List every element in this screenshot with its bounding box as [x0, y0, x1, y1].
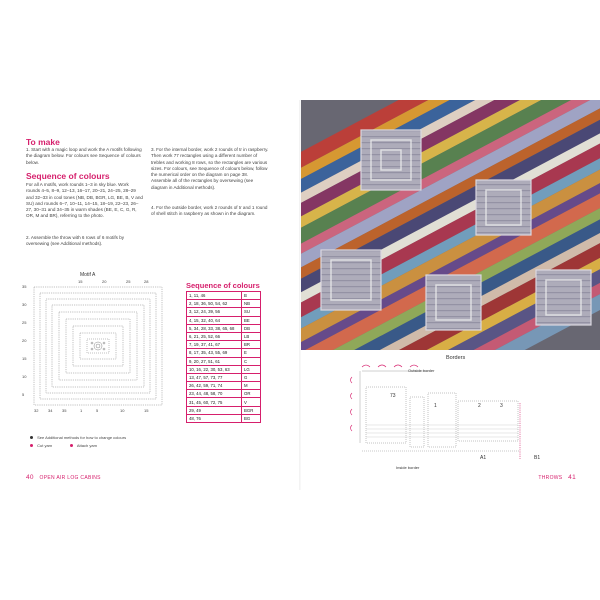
legend-attach-text: Attach yarn — [76, 443, 98, 448]
bottom-number: 10 — [120, 408, 125, 413]
legend-attach — [70, 443, 97, 448]
attach-yarn-icon — [70, 444, 73, 447]
bottom-number: 32 — [34, 408, 39, 413]
sequence-paragraph: For all A motifs, work rounds 1–3 in sky blue. Work rounds 4–5, 8–9, 12–13, 16–17, 20–21, 24–25, 28–29 and 32–33 in cool tones (NB, DB, BGR, LG, BE, B, V and SU) and rounds 6–7, 10–11, 14–15, 18–19, 22–23, 26–27, 30–31 and 34–35 in warm shades (BE, E, C, G, R, OR, M and BR), referring to the photo. — [26, 182, 143, 219]
footer-right — [538, 474, 576, 481]
left-number: 20 — [22, 338, 27, 343]
sequence-table-row — [187, 365, 261, 373]
motif-stitch-chart — [32, 285, 164, 409]
colour-code-cell: V — [242, 398, 261, 406]
rounds-cell: 2, 18, 36, 50, 54, 62 — [187, 300, 242, 308]
rounds-cell: 7, 19, 37, 41, 67 — [187, 341, 242, 349]
sequence-table-row — [187, 308, 261, 316]
sequence-table-row — [187, 324, 261, 332]
colour-code-cell: M — [242, 382, 261, 390]
colour-code-cell: C — [242, 357, 261, 365]
colour-code-cell: DB — [242, 324, 261, 332]
colour-code-cell: BG — [242, 414, 261, 422]
rounds-cell: 48, 76 — [187, 414, 242, 422]
legend-note-text: See Additional methods for how to change colours — [37, 435, 127, 440]
top-number: 15 — [78, 279, 83, 284]
throw-photo — [301, 100, 600, 350]
rounds-cell: 1, 11, 46 — [187, 292, 242, 300]
sequence-table-row — [187, 398, 261, 406]
colour-code-cell: BGR — [242, 406, 261, 414]
borders-chart — [350, 363, 550, 463]
colour-code-cell: OR — [242, 390, 261, 398]
borders-diagram — [350, 355, 560, 475]
sequence-table-row — [187, 332, 261, 340]
rounds-cell: 8, 17, 35, 43, 55, 69 — [187, 349, 242, 357]
sequence-table-title: Sequence of colours — [186, 281, 260, 290]
left-number: 15 — [22, 356, 27, 361]
rounds-cell: 10, 16, 22, 30, 53, 63 — [187, 365, 242, 373]
colour-code-cell: G — [242, 373, 261, 381]
sequence-table-row — [187, 341, 261, 349]
left-number: 30 — [22, 302, 27, 307]
sequence-table-row — [187, 382, 261, 390]
cut-yarn-icon — [30, 444, 33, 447]
footer-page-number: 40 — [26, 474, 34, 481]
left-number: 5 — [22, 392, 25, 397]
sequence-table-row — [187, 406, 261, 414]
rounds-cell: 23, 44, 48, 58, 70 — [187, 390, 242, 398]
bottom-number: 1 — [80, 408, 83, 413]
colour-code-cell: SU — [242, 308, 261, 316]
colour-code-cell: LB — [242, 332, 261, 340]
sequence-table-row — [187, 414, 261, 422]
log-cabin-throw-image — [301, 100, 600, 350]
legend-note — [30, 435, 126, 440]
bottom-number: 5 — [96, 408, 99, 413]
colour-code-cell: BR — [242, 341, 261, 349]
colour-code-cell: LG — [242, 365, 261, 373]
step-1: 1. Start with a magic loop and work the A motifs following the diagram below. For colours see Sequence of colours below. — [26, 147, 142, 165]
step-4: 4. For the outside border, work 2 rounds of tr and 1 round of shell stitch in raspberry as shown in the diagram. — [151, 205, 268, 217]
bottom-number: 35 — [62, 408, 67, 413]
rounds-cell: 6, 21, 25, 52, 66 — [187, 332, 242, 340]
step-3: 3. For the internal border, work 2 rounds of tr in raspberry. Then work 77 rectangles using a different number of trebles and working 8 rows, so the rectangles are various sizes. For colours, see Sequence of colours below, follow the numerical order on the diagram on page 38. Assemble all of the rectangles by oversewing (see diagram in Additional methods). — [151, 147, 269, 190]
rounds-cell: 5, 34, 28, 33, 38, 65, 68 — [187, 324, 242, 332]
sequence-table-row — [187, 292, 261, 300]
heading-sequence-of-colours: Sequence of colours — [26, 171, 110, 181]
sequence-table-row — [187, 349, 261, 357]
rounds-cell: 3, 12, 24, 39, 56 — [187, 308, 242, 316]
bottom-number: 15 — [144, 408, 149, 413]
rectangle-73-label: 73 — [390, 393, 396, 399]
left-number: 10 — [22, 374, 27, 379]
rounds-cell: 26, 42, 59, 71, 74 — [187, 382, 242, 390]
inside-border-label: Inside border — [396, 465, 420, 470]
colour-code-cell: E — [242, 349, 261, 357]
colour-code-cell: BE — [242, 316, 261, 324]
motif-b1-label: B1 — [534, 455, 541, 461]
rounds-cell: 13, 47, 57, 73, 77 — [187, 373, 242, 381]
diamond-icon — [30, 436, 33, 439]
sequence-table-row — [187, 316, 261, 324]
motif-a1-label: A1 — [480, 455, 487, 461]
rounds-cell: 29, 49 — [187, 406, 242, 414]
top-number: 25 — [126, 279, 131, 284]
footer-section-title: OPEN AIR LOG CABINS — [39, 475, 101, 481]
outside-border-label: Outside border — [408, 368, 435, 373]
heading-to-make: To make — [26, 137, 60, 147]
top-number: 28 — [144, 279, 149, 284]
footer-section-title-right: THROWS — [538, 475, 563, 481]
rounds-cell: 9, 20, 27, 51, 61 — [187, 357, 242, 365]
sequence-table — [186, 291, 261, 423]
step-2: 2. Assemble the throw with 6 rows of 6 motifs by oversewing (see Additional methods). — [26, 235, 125, 247]
borders-title: Borders — [446, 355, 466, 361]
left-number: 35 — [22, 284, 27, 289]
rectangle-3-label: 3 — [500, 403, 503, 409]
sequence-table-row — [187, 373, 261, 381]
sequence-table-row — [187, 300, 261, 308]
bottom-number: 34 — [48, 408, 53, 413]
footer-left — [26, 474, 101, 481]
top-number: 20 — [102, 279, 107, 284]
legend-cut-text: Cut yarn — [37, 443, 53, 448]
rectangle-2-label: 2 — [478, 403, 481, 409]
colour-code-cell: B — [242, 292, 261, 300]
sequence-table-row — [187, 390, 261, 398]
legend-cut — [30, 443, 52, 448]
motif-title: Motif A — [80, 272, 96, 278]
rounds-cell: 4, 15, 32, 40, 64 — [187, 316, 242, 324]
left-number: 25 — [22, 320, 27, 325]
motif-a-diagram — [20, 272, 170, 417]
footer-page-number-right: 41 — [568, 474, 576, 481]
colour-code-cell: NB — [242, 300, 261, 308]
sequence-table-row — [187, 357, 261, 365]
rounds-cell: 31, 45, 60, 72, 75 — [187, 398, 242, 406]
rectangle-1-label: 1 — [434, 403, 437, 409]
